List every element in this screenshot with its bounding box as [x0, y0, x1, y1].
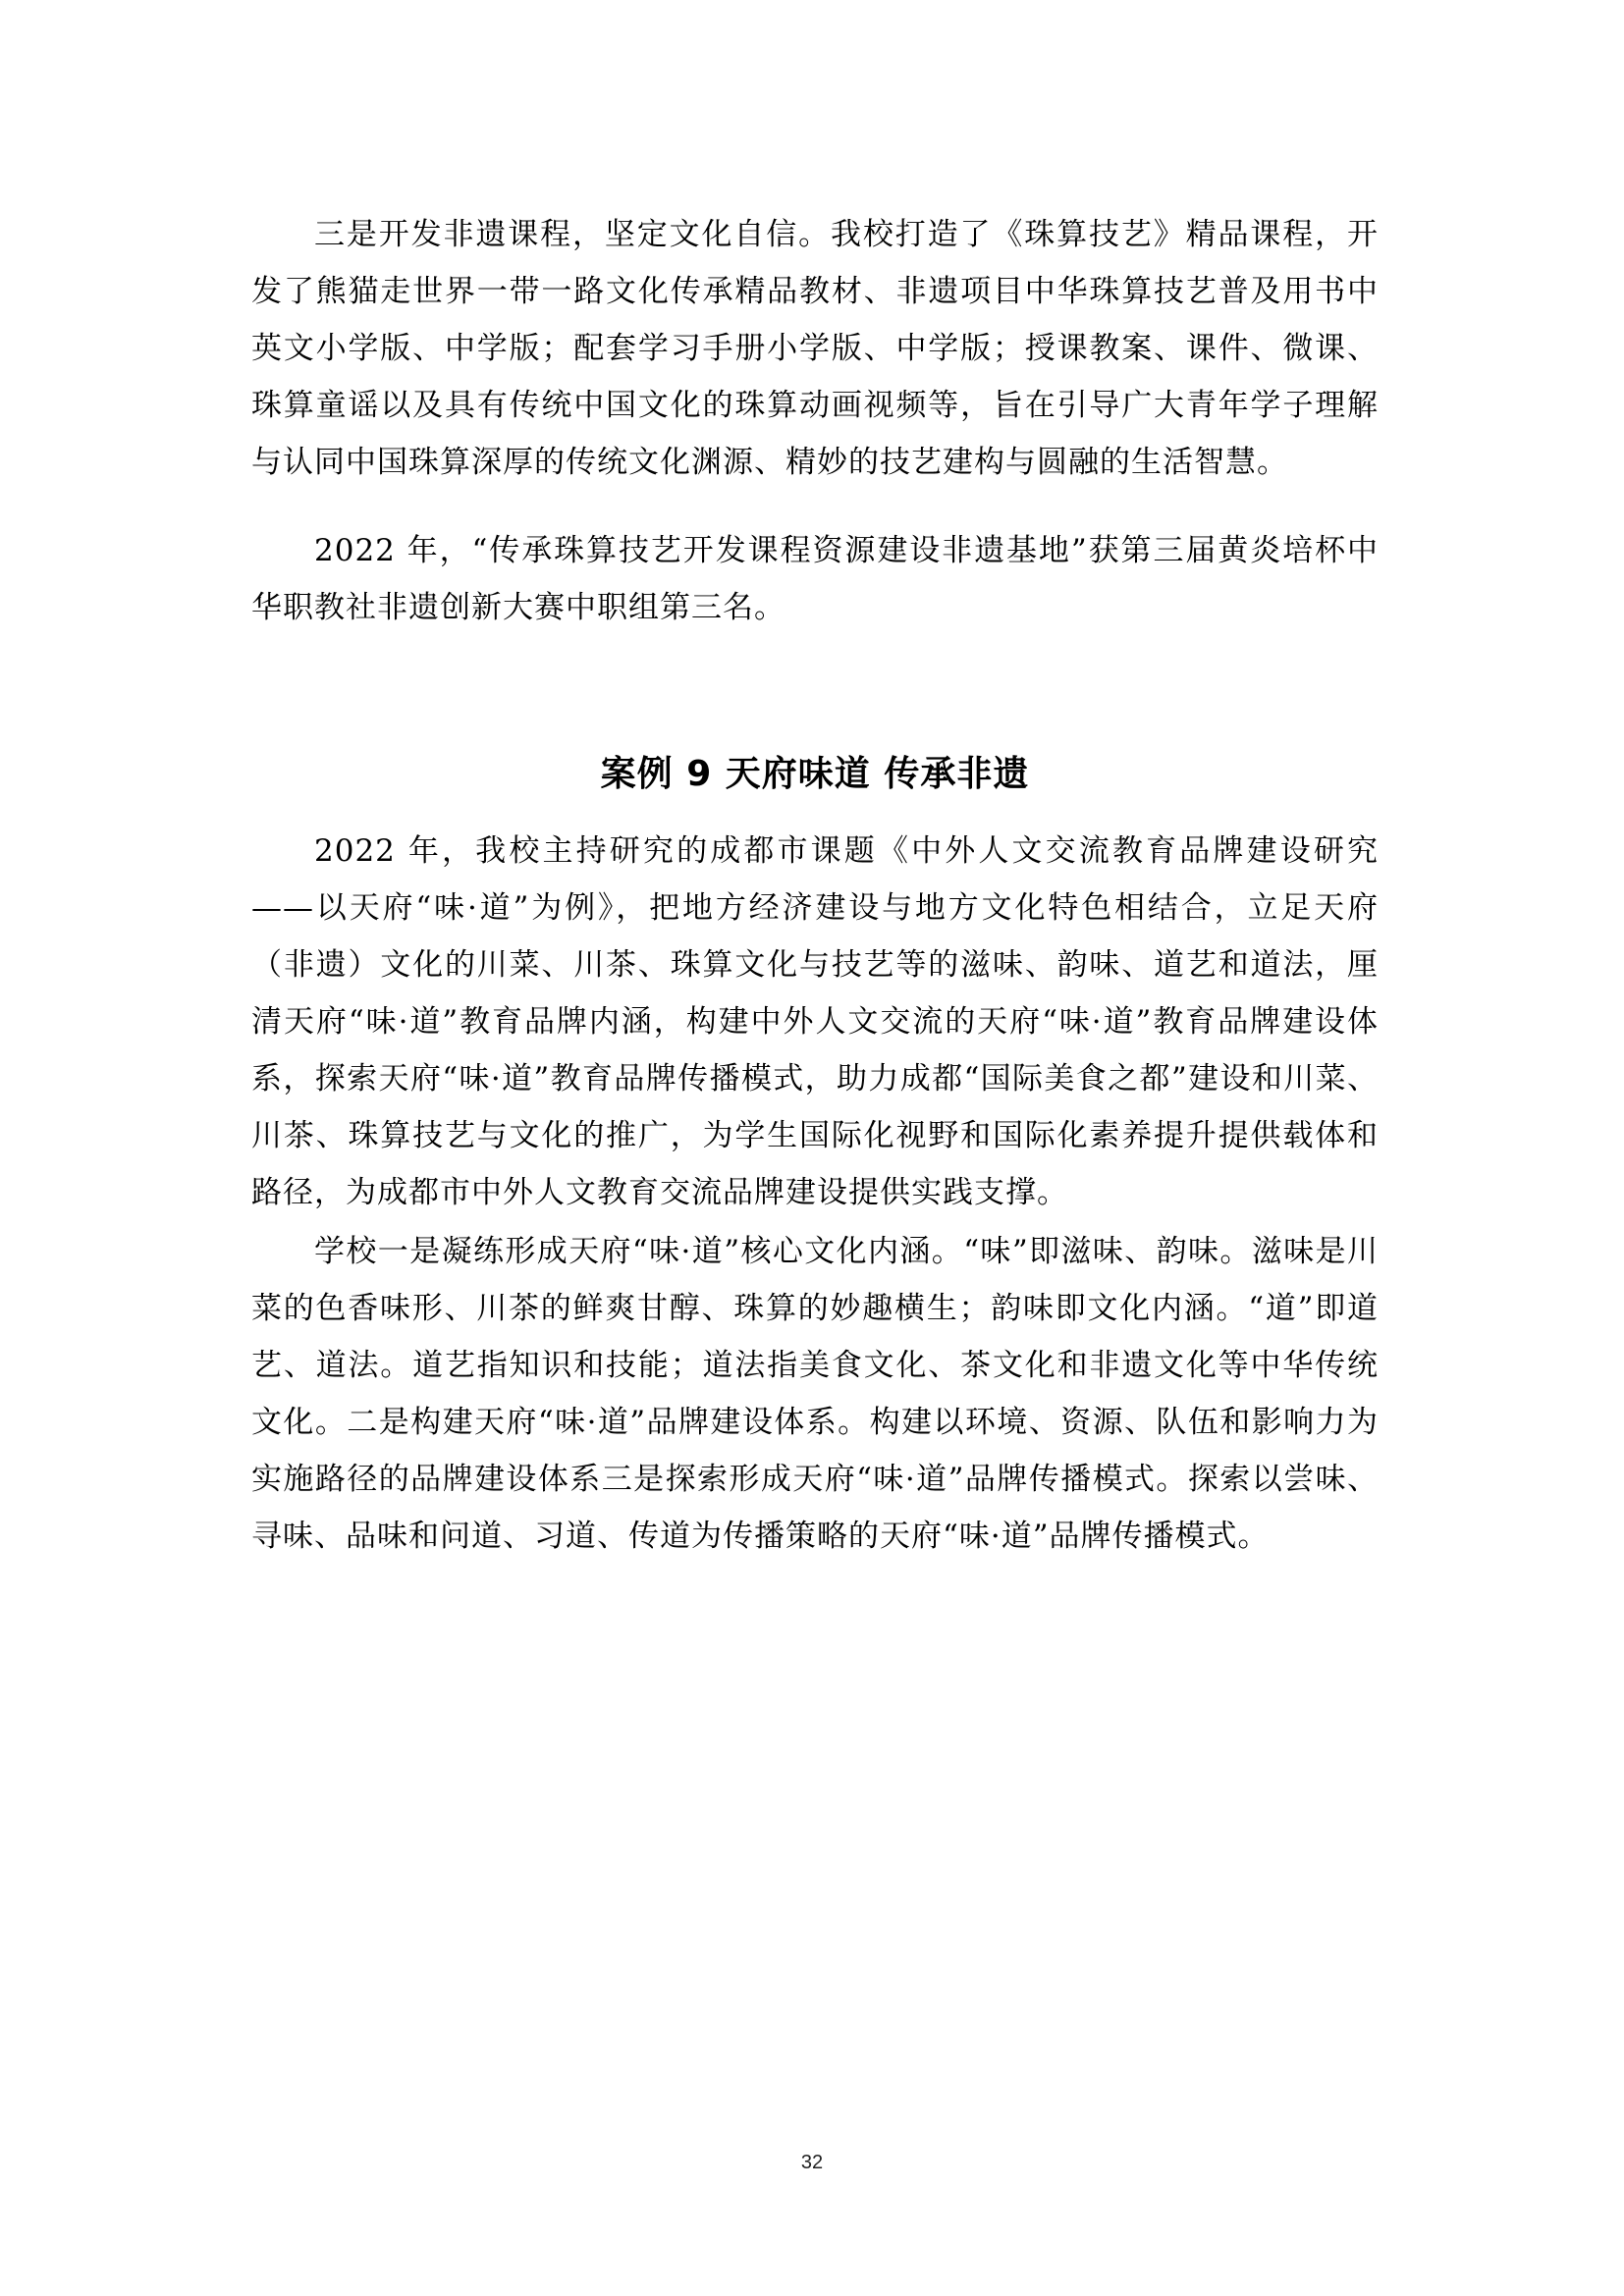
section-heading-case-9: 案例 9 天府味道 传承非遗 [600, 754, 1030, 794]
page-number: 32 [800, 2152, 824, 2173]
paragraph-research-project: 2022 年，我校主持研究的成都市课题《中外人文交流教育品牌建设研究——以天府“味·道”为例》，把地方经济建设与地方文化特色相结合，立足天府（非遗）文化的川菜、川茶、珠算文化与技艺等的滋味、韵味、道艺和道法，厘清天府“味·道”教育品牌内涵，构建中外人文交流的天府“味·道”教育品牌建设体系，探索天府“味·道”教育品牌传播模式，助力成都“国际美食之都”建设和川菜、川茶、珠算技艺与文化的推广，为学生国际化视野和国际化素养提升提供载体和路径，为成都市中外人文教育交流品牌建设提供实践支撑。 [251, 833, 1379, 1210]
paragraph-award-2022: 2022 年，“传承珠算技艺开发课程资源建设非遗基地”获第三届黄炎培杯中华职教社非遗创新大赛中职组第三名。 [251, 533, 1379, 625]
paragraph-course-development: 三是开发非遗课程，坚定文化自信。我校打造了《珠算技艺》精品课程，开发了熊猫走世界一带一路文化传承精品教材、非遗项目中华珠算技艺普及用书中英文小学版、中学版；配套学习手册小学版、中学版；授课教案、课件、微课、珠算童谣以及具有传统中国文化的珠算动画视频等，旨在引导广大青年学子理解与认同中国珠算深厚的传统文化渊源、精妙的技艺建构与圆融的生活智慧。 [251, 217, 1379, 480]
paragraph-brand-building: 学校一是凝练形成天府“味·道”核心文化内涵。“味”即滋味、韵味。滋味是川菜的色香味形、川茶的鲜爽甘醇、珠算的妙趣横生；韵味即文化内涵。“道”即道艺、道法。道艺指知识和技能；道法指美食文化、茶文化和非遗文化等中华传统文化。二是构建天府“味·道”品牌建设体系。构建以环境、资源、队伍和影响力为实施路径的品牌建设体系三是探索形成天府“味·道”品牌传播模式。探索以尝味、寻味、品味和问道、习道、传道为传播策略的天府“味·道”品牌传播模式。 [251, 1234, 1379, 1554]
